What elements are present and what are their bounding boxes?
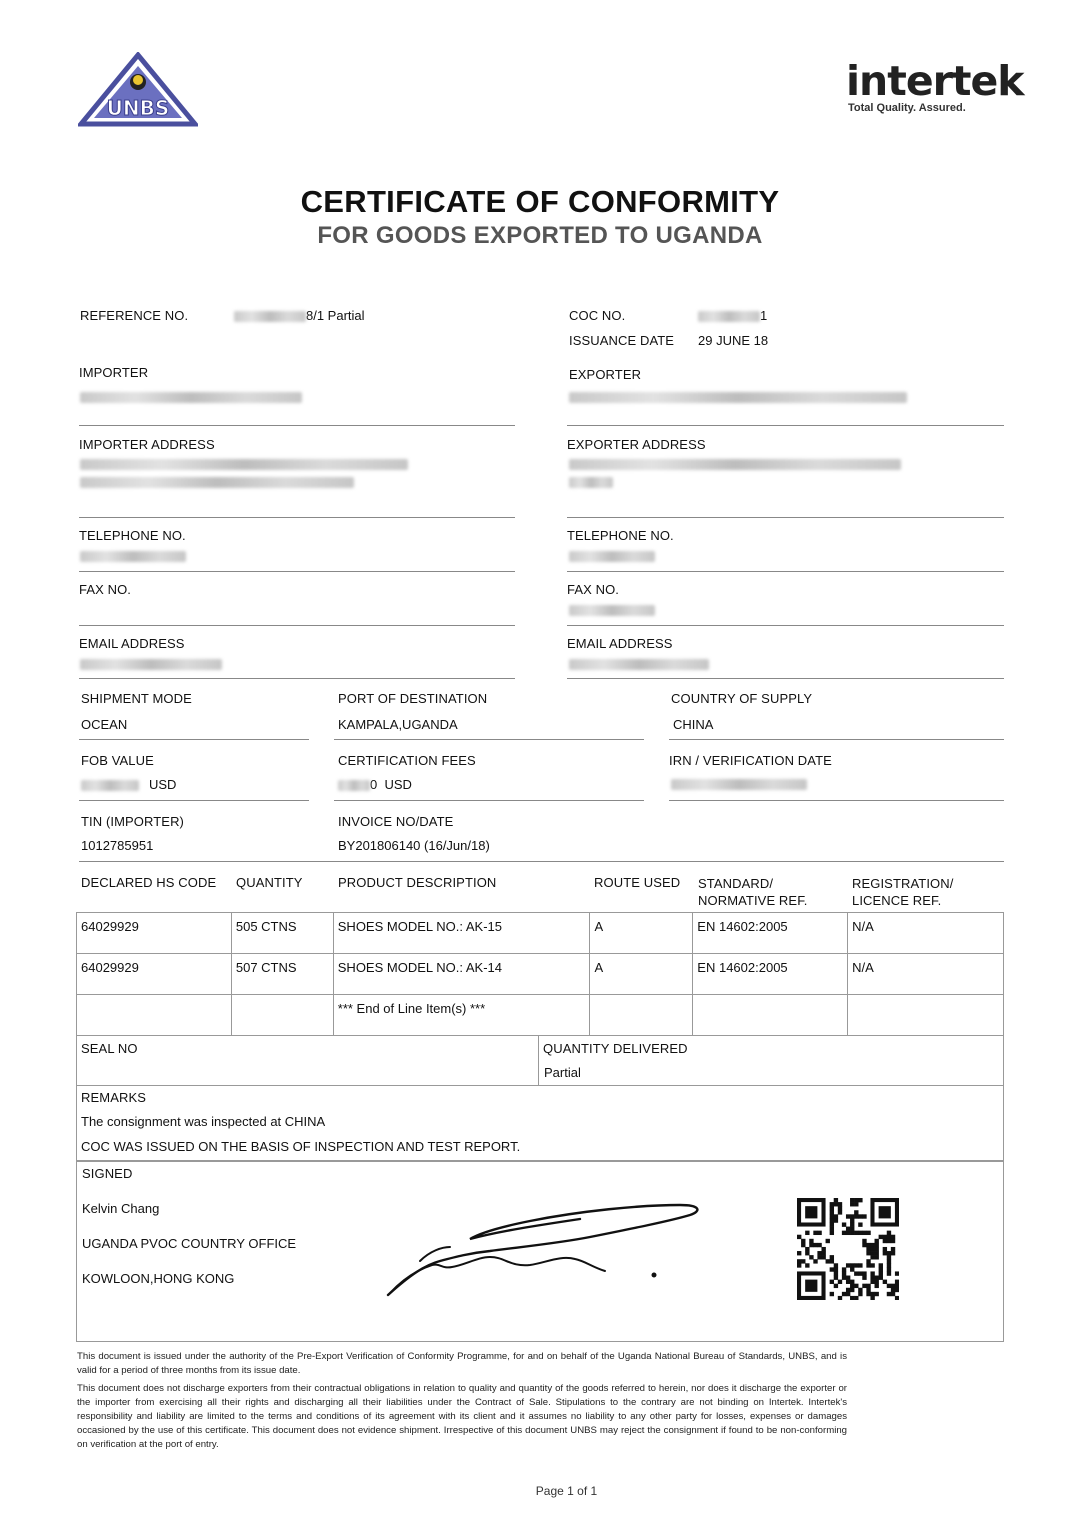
invoice-label: INVOICE NO/DATE — [338, 814, 454, 829]
table-row — [77, 995, 1004, 1036]
reference-value: 8/1 Partial — [234, 308, 365, 323]
hs-code-cell: 64029929 — [77, 913, 232, 954]
signatory-location: KOWLOON,HONG KONG — [82, 1271, 235, 1286]
shipment-mode-value: OCEAN — [81, 717, 128, 732]
unbs-logo-text: UNBS — [106, 96, 170, 120]
items-table — [76, 912, 1004, 1036]
invoice-value: BY201806140 (16/Jun/18) — [338, 838, 490, 853]
col-registration: REGISTRATION/ LICENCE REF. — [852, 876, 954, 908]
redacted-text — [569, 459, 901, 470]
footer-paragraph-2: This document does not discharge exporters from their contractual obligations in relation to quality and quantity of the goods referred to herein, nor does it discharge the exporter or the importer from exercising all their rights and discharging all their liabilities under the Contract of Sale. Stipulations to the contrary are not binding on Intertek. Intertek's responsibility and liability are limited to the terms and conditions of its agreement with its client and it assumes no liability to any other party for losses, expenses or damages occasioned by the use of this certificate. This document does not evidence shipment. Irrespective of this document UNBS may reject the consignment if found to be non-conforming on verification at the port of entry. — [77, 1383, 847, 1450]
importer-address-label: IMPORTER ADDRESS — [79, 437, 215, 452]
col-route: ROUTE USED — [594, 875, 681, 890]
page-number: Page 1 of 1 — [535, 1484, 598, 1498]
reference-label: REFERENCE NO. — [80, 308, 189, 323]
shipment-mode-label: SHIPMENT MODE — [81, 691, 192, 706]
port-value: KAMPALA,UGANDA — [338, 717, 458, 732]
table-row — [77, 954, 1004, 995]
end-line-items: *** End of Line Item(s) *** — [333, 995, 590, 1036]
exporter-label: EXPORTER — [569, 367, 642, 382]
coc-label: COC NO. — [569, 308, 626, 323]
signed-label: SIGNED — [82, 1166, 133, 1181]
country-label: COUNTRY OF SUPPLY — [671, 691, 813, 706]
redacted-text — [80, 659, 222, 670]
redacted-text — [80, 459, 408, 470]
col-standard: STANDARD/ NORMATIVE REF. — [698, 876, 808, 908]
route-cell: A — [590, 954, 693, 995]
importer-label: IMPORTER — [79, 365, 149, 380]
remarks-label: REMARKS — [81, 1090, 146, 1105]
col-quantity: QUANTITY — [236, 875, 303, 890]
signatory-office: UGANDA PVOC COUNTRY OFFICE — [82, 1236, 297, 1251]
redacted-text — [569, 605, 655, 616]
remarks-line-1: The consignment was inspected at CHINA — [81, 1114, 326, 1129]
route-cell: A — [590, 913, 693, 954]
remarks-line-2: COC WAS ISSUED ON THE BASIS OF INSPECTION AND TEST REPORT. — [81, 1139, 521, 1154]
quantity-cell: 505 CTNS — [231, 913, 333, 954]
table-row — [77, 913, 1004, 954]
redacted-text — [698, 311, 760, 322]
footer-paragraph-1: This document is issued under the authority of the Pre-Export Verification of Conformity Programme, for and on behalf of the Uganda National Bureau of Standards, UNBS, and is valid for a period of three months from its issue date. — [77, 1351, 847, 1376]
intertek-tagline: Total Quality. Assured. — [848, 102, 966, 114]
port-label: PORT OF DESTINATION — [338, 691, 488, 706]
description-cell: SHOES MODEL NO.: AK-14 — [333, 954, 590, 995]
document-title: CERTIFICATE OF CONFORMITY — [300, 184, 780, 219]
signature — [380, 1195, 710, 1305]
redacted-text — [569, 392, 907, 403]
intertek-logo — [846, 57, 1024, 124]
fees-label: CERTIFICATION FEES — [338, 753, 476, 768]
exporter-telephone-label: TELEPHONE NO. — [567, 528, 674, 543]
description-cell: SHOES MODEL NO.: AK-15 — [333, 913, 590, 954]
qr-code — [797, 1198, 899, 1300]
tin-label: TIN (IMPORTER) — [81, 814, 184, 829]
redacted-text — [80, 551, 186, 562]
hs-code-cell: 64029929 — [77, 954, 232, 995]
quantity-delivered-label: QUANTITY DELIVERED — [543, 1041, 688, 1056]
coc-value: 1 — [698, 308, 767, 323]
fees-value: 0 USD — [338, 777, 412, 792]
irn-label: IRN / VERIFICATION DATE — [669, 753, 832, 768]
signatory-name: Kelvin Chang — [82, 1201, 160, 1216]
quantity-delivered-value: Partial — [544, 1065, 581, 1080]
redacted-text — [569, 659, 709, 670]
document-subtitle: FOR GOODS EXPORTED TO UGANDA — [317, 222, 763, 249]
col-description: PRODUCT DESCRIPTION — [338, 875, 497, 890]
redacted-text — [338, 780, 370, 791]
standard-cell: EN 14602:2005 — [693, 954, 848, 995]
redacted-text — [569, 551, 655, 562]
exporter-email-label: EMAIL ADDRESS — [567, 636, 673, 651]
unbs-logo — [78, 52, 198, 128]
importer-email-label: EMAIL ADDRESS — [79, 636, 185, 651]
fob-value: USD — [81, 777, 176, 792]
seal-label: SEAL NO — [81, 1041, 138, 1056]
exporter-address-label: EXPORTER ADDRESS — [567, 437, 706, 452]
importer-fax-label: FAX NO. — [79, 582, 131, 597]
seal-box — [76, 1036, 1004, 1086]
registration-cell: N/A — [848, 954, 1004, 995]
registration-cell: N/A — [848, 913, 1004, 954]
tin-value: 1012785951 — [81, 838, 154, 853]
standard-cell: EN 14602:2005 — [693, 913, 848, 954]
intertek-wordmark: intertek — [846, 57, 1024, 105]
fob-label: FOB VALUE — [81, 753, 154, 768]
issuance-label: ISSUANCE DATE — [569, 333, 675, 348]
redacted-text — [671, 779, 807, 790]
col-hs-code: DECLARED HS CODE — [81, 875, 217, 890]
exporter-fax-label: FAX NO. — [567, 582, 619, 597]
country-value: CHINA — [673, 717, 714, 732]
redacted-text — [80, 477, 354, 488]
importer-telephone-label: TELEPHONE NO. — [79, 528, 186, 543]
quantity-cell: 507 CTNS — [231, 954, 333, 995]
redacted-text — [569, 477, 613, 488]
redacted-text — [80, 392, 302, 403]
redacted-text — [234, 311, 306, 322]
redacted-text — [81, 780, 139, 791]
issuance-value: 29 JUNE 18 — [698, 333, 769, 348]
